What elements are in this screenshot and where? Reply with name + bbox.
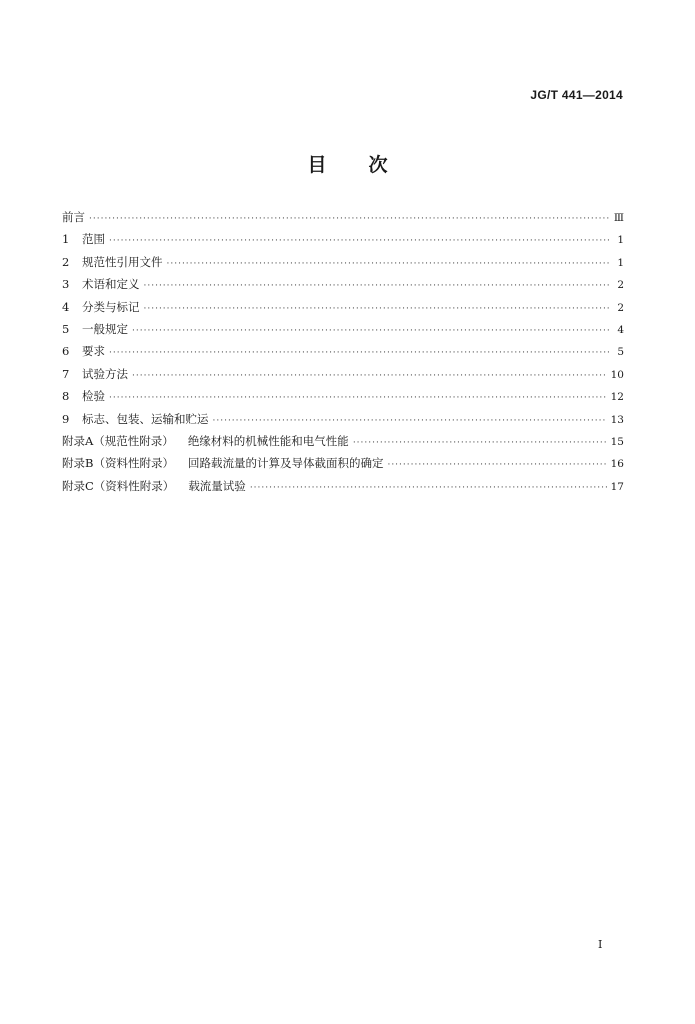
toc-leader-dots	[109, 342, 610, 364]
toc-leader-dots	[167, 253, 611, 275]
toc-entry-label: 范围	[82, 232, 105, 247]
toc-entry-page: 15	[610, 435, 624, 448]
toc-leader-dots	[144, 298, 611, 320]
toc-leader-dots	[109, 230, 610, 252]
toc-entry-1[interactable]	[62, 228, 624, 250]
toc-entry-label: 前言	[62, 210, 85, 224]
toc-entry-label: 附录B（资料性附录）	[62, 456, 174, 471]
toc-entry-label: 术语和定义	[82, 277, 140, 292]
toc-entry-8[interactable]	[62, 385, 624, 407]
standard-code: JG/T 441—2014	[530, 88, 623, 102]
toc-leader-dots	[132, 365, 607, 387]
toc-entry-7[interactable]	[62, 363, 624, 385]
toc-leader-dots	[109, 387, 607, 409]
toc-leader-dots	[132, 320, 610, 342]
toc-entry-page: 1	[617, 234, 624, 247]
toc-entry-number: 5	[62, 321, 70, 336]
toc-entry-label: 要求	[82, 344, 105, 359]
toc-entry-page: 13	[610, 413, 624, 426]
toc-entry-label: 附录A（规范性附录）	[62, 433, 174, 448]
toc-entry-appendix-a[interactable]	[62, 430, 624, 452]
toc-entry-foreword[interactable]	[62, 206, 624, 228]
toc-entry-subtitle: 载流量试验	[188, 478, 246, 493]
toc-entry-label: 检验	[82, 389, 105, 404]
table-of-contents	[62, 206, 624, 497]
toc-entry-appendix-b[interactable]	[62, 452, 624, 474]
toc-entry-number: 1	[62, 232, 70, 247]
toc-entry-number: 2	[62, 254, 70, 269]
toc-entry-label: 一般规定	[82, 321, 128, 336]
toc-entry-number: 4	[62, 299, 70, 314]
toc-entry-4[interactable]	[62, 296, 624, 318]
toc-entry-page: 10	[610, 368, 624, 381]
toc-entry-subtitle: 回路载流量的计算及导体截面积的确定	[187, 456, 384, 471]
toc-entry-label: 附录C（资料性附录）	[62, 478, 175, 493]
toc-entry-page: 12	[610, 391, 624, 404]
toc-entry-subtitle: 绝缘材料的机械性能和电气性能	[187, 433, 349, 448]
toc-entry-page: 16	[610, 458, 624, 471]
toc-entry-page: 17	[610, 480, 624, 493]
page-title: 目次	[307, 154, 430, 176]
toc-entry-number: 9	[62, 411, 70, 426]
toc-leader-dots	[353, 432, 607, 454]
toc-leader-dots	[89, 208, 610, 230]
toc-entry-label: 分类与标记	[82, 299, 140, 314]
toc-entry-9[interactable]	[62, 408, 624, 430]
toc-entry-page: 2	[617, 301, 624, 314]
toc-leader-dots	[250, 477, 607, 499]
toc-leader-dots	[144, 275, 611, 297]
toc-entry-page: 2	[617, 279, 624, 292]
toc-entry-5[interactable]	[62, 318, 624, 340]
toc-entry-page: 5	[617, 346, 624, 359]
toc-entry-page: 1	[617, 256, 624, 269]
toc-entry-label: 规范性引用文件	[82, 254, 163, 269]
toc-entry-3[interactable]	[62, 273, 624, 295]
toc-entry-appendix-c[interactable]	[62, 475, 624, 497]
toc-leader-dots	[387, 454, 606, 476]
toc-entry-page: 4	[617, 323, 624, 336]
toc-entry-number: 6	[62, 344, 70, 359]
toc-entry-page: Ⅲ	[613, 212, 624, 224]
toc-entry-6[interactable]	[62, 340, 624, 362]
toc-entry-2[interactable]	[62, 251, 624, 273]
toc-entry-label: 试验方法	[82, 366, 128, 381]
toc-entry-label: 标志、包装、运输和贮运	[82, 411, 209, 426]
page-number: I	[598, 938, 603, 951]
toc-entry-number: 7	[62, 366, 70, 381]
toc-entry-number: 3	[62, 277, 70, 292]
toc-leader-dots	[213, 410, 607, 432]
toc-entry-number: 8	[62, 389, 70, 404]
